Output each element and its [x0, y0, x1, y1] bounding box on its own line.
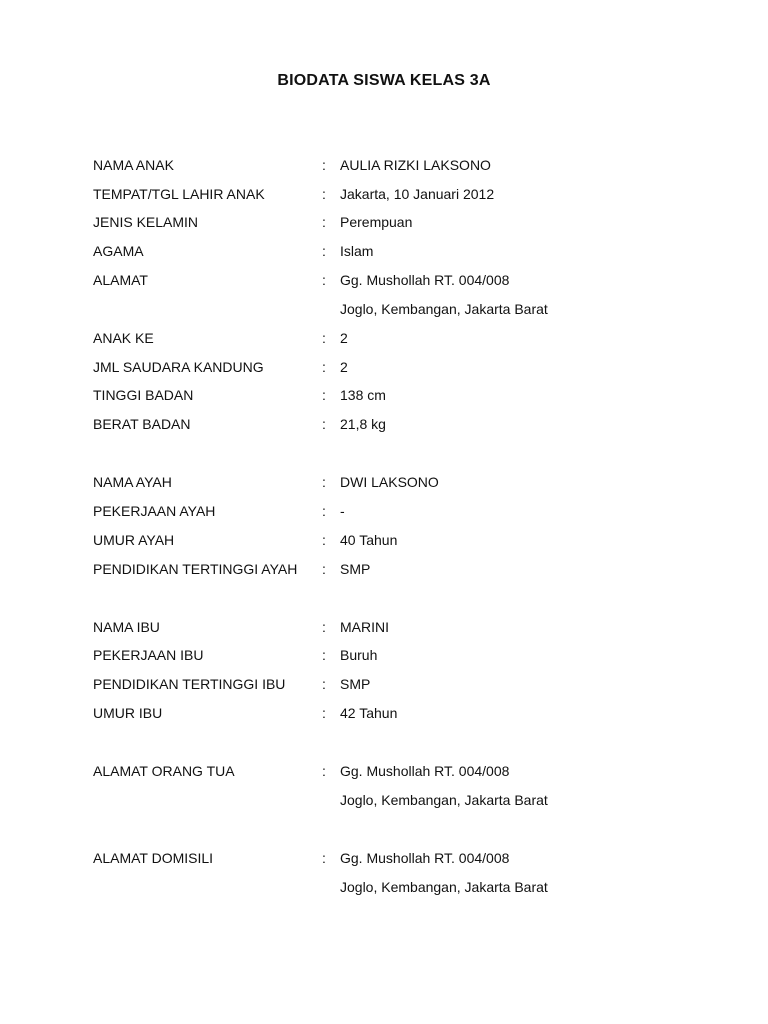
field-separator: :: [322, 359, 326, 375]
field-label: PEKERJAAN AYAH: [93, 503, 216, 519]
field-value: Jakarta, 10 Januari 2012: [340, 186, 495, 202]
field-value: Gg. Mushollah RT. 004/008: [340, 763, 510, 779]
field-label: UMUR AYAH: [93, 532, 175, 548]
field-separator: :: [322, 850, 326, 866]
field-separator: :: [322, 676, 326, 692]
field-label: NAMA ANAK: [93, 157, 174, 173]
field-row-continuation: [0, 298, 768, 320]
field-value: 21,8 kg: [340, 416, 386, 432]
field-value: 2: [340, 330, 348, 346]
field-value: DWI LAKSONO: [340, 474, 439, 490]
field-label: TEMPAT/TGL LAHIR ANAK: [93, 186, 265, 202]
field-label: TINGGI BADAN: [93, 387, 194, 403]
field-label: PENDIDIKAN TERTINGGI AYAH: [93, 561, 298, 577]
field-value: Gg. Mushollah RT. 004/008: [340, 272, 510, 288]
field-separator: :: [322, 619, 326, 635]
field-value: MARINI: [340, 619, 389, 635]
field-row: [0, 702, 768, 724]
field-value: 138 cm: [340, 387, 386, 403]
field-value: Gg. Mushollah RT. 004/008: [340, 850, 510, 866]
field-label: ALAMAT ORANG TUA: [93, 763, 235, 779]
field-value: AULIA RIZKI LAKSONO: [340, 157, 491, 173]
field-label: PENDIDIKAN TERTINGGI IBU: [93, 676, 286, 692]
field-value: Joglo, Kembangan, Jakarta Barat: [340, 879, 548, 895]
field-row: [0, 673, 768, 695]
field-row: [0, 847, 768, 869]
field-row: [0, 500, 768, 522]
field-separator: :: [322, 186, 326, 202]
field-separator: :: [322, 705, 326, 721]
field-separator: :: [322, 214, 326, 230]
field-row: [0, 211, 768, 233]
field-row: [0, 240, 768, 262]
field-label: JENIS KELAMIN: [93, 214, 199, 230]
field-label: ANAK KE: [93, 330, 154, 346]
field-separator: :: [322, 157, 326, 173]
field-separator: :: [322, 387, 326, 403]
field-value: Perempuan: [340, 214, 413, 230]
field-separator: :: [322, 532, 326, 548]
field-label: NAMA IBU: [93, 619, 160, 635]
field-row: [0, 529, 768, 551]
field-row: [0, 154, 768, 176]
field-value: SMP: [340, 561, 371, 577]
field-label: ALAMAT DOMISILI: [93, 850, 214, 866]
field-label: AGAMA: [93, 243, 144, 259]
field-value: Buruh: [340, 647, 378, 663]
field-row: [0, 356, 768, 378]
field-value: SMP: [340, 676, 371, 692]
field-label: JML SAUDARA KANDUNG: [93, 359, 264, 375]
field-label: UMUR IBU: [93, 705, 163, 721]
field-row: [0, 269, 768, 291]
field-value: 40 Tahun: [340, 532, 398, 548]
field-separator: :: [322, 503, 326, 519]
field-row: [0, 183, 768, 205]
field-value: Joglo, Kembangan, Jakarta Barat: [340, 301, 548, 317]
field-row: [0, 327, 768, 349]
field-label: ALAMAT: [93, 272, 148, 288]
field-value: Islam: [340, 243, 374, 259]
field-value: -: [340, 503, 345, 519]
field-value: 2: [340, 359, 348, 375]
field-row: [0, 558, 768, 580]
page-title: BIODATA SISWA KELAS 3A: [277, 72, 491, 89]
field-row: [0, 471, 768, 493]
field-separator: :: [322, 474, 326, 490]
field-row: [0, 644, 768, 666]
field-separator: :: [322, 272, 326, 288]
field-separator: :: [322, 416, 326, 432]
field-separator: :: [322, 647, 326, 663]
field-separator: :: [322, 330, 326, 346]
field-label: PEKERJAAN IBU: [93, 647, 204, 663]
field-separator: :: [322, 561, 326, 577]
field-value: Joglo, Kembangan, Jakarta Barat: [340, 792, 548, 808]
field-row: [0, 760, 768, 782]
field-row: [0, 616, 768, 638]
field-separator: :: [322, 763, 326, 779]
field-label: NAMA AYAH: [93, 474, 172, 490]
field-separator: :: [322, 243, 326, 259]
field-row: [0, 413, 768, 435]
field-row-continuation: [0, 876, 768, 898]
field-value: 42 Tahun: [340, 705, 398, 721]
field-row-continuation: [0, 789, 768, 811]
field-row: [0, 384, 768, 406]
field-label: BERAT BADAN: [93, 416, 191, 432]
